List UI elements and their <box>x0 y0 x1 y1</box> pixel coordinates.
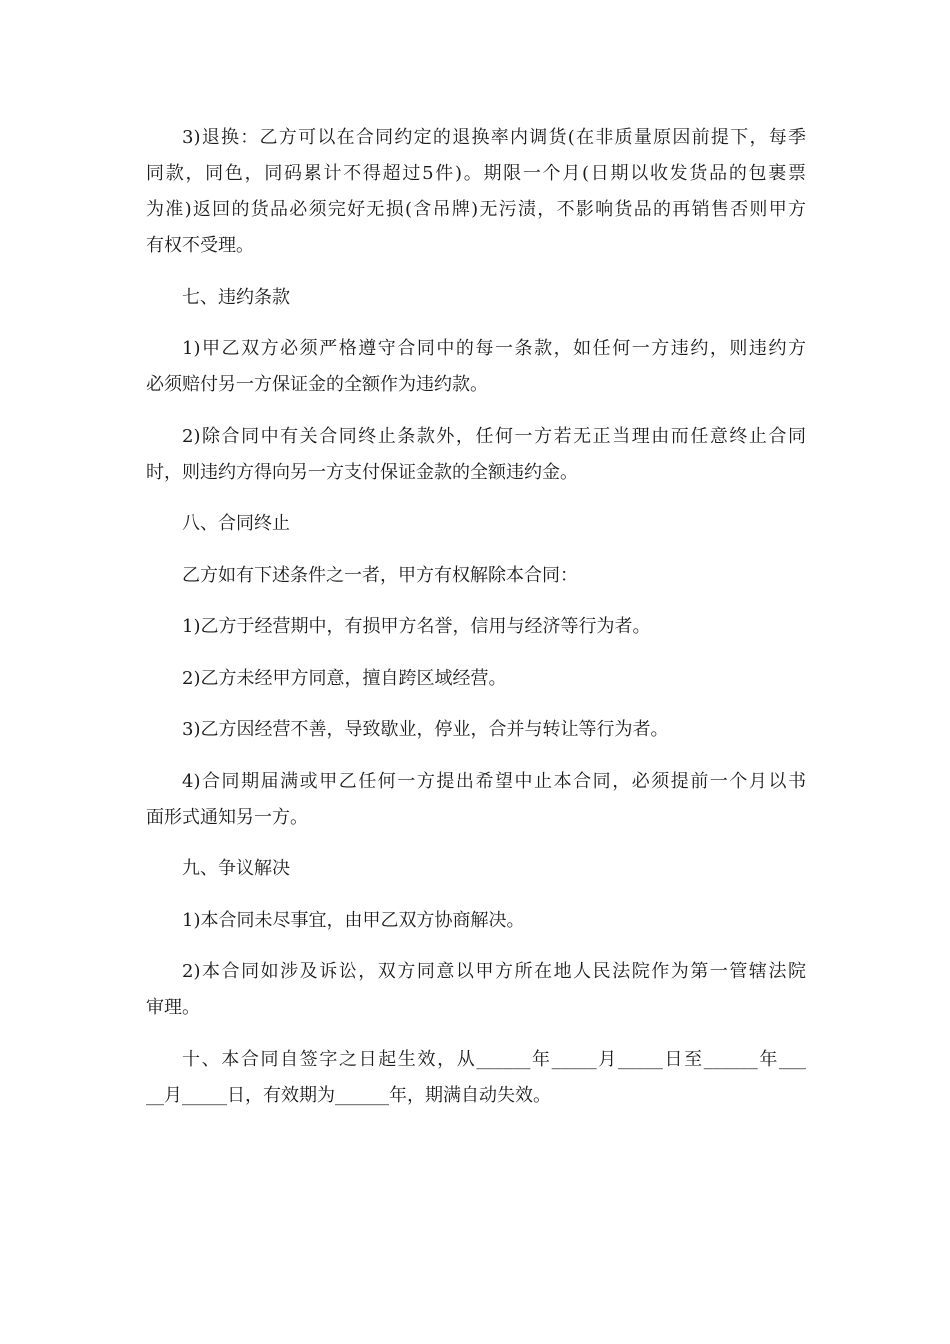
paragraph-line: 2)除合同中有关合同终止条款外，任何一方若无正当理由而任意终止合同 <box>182 425 806 447</box>
paragraph-gap <box>146 836 806 852</box>
paragraph-gap <box>146 542 806 558</box>
paragraph-gap <box>146 264 806 280</box>
paragraph-termination-1 <box>146 609 806 645</box>
paragraph-line: 七、违约条款 <box>182 286 290 308</box>
paragraph-return-exchange <box>146 120 806 264</box>
paragraph-breach-2 <box>146 419 806 491</box>
paragraph-line: 必须赔付另一方保证金的全额作为违约款。 <box>146 374 488 395</box>
paragraph-heading-8 <box>146 506 806 542</box>
paragraph-gap <box>146 316 806 332</box>
paragraph-effective <box>146 1042 806 1114</box>
paragraph-line: 3)退换：乙方可以在合同约定的退换率内调货(在非质量原因前提下，每季 <box>182 127 806 148</box>
paragraph-gap <box>146 594 806 610</box>
paragraph-line: 2)本合同如涉及诉讼，双方同意以甲方所在地人民法院作为第一管辖法院 <box>182 961 806 982</box>
paragraph-gap <box>146 748 806 764</box>
paragraph-line: 有权不受理。 <box>146 235 254 256</box>
paragraph-line: 乙方如有下述条件之一者，甲方有权解除本合同： <box>182 564 578 586</box>
paragraph-line: 4)合同期届满或甲乙任何一方提出希望中止本合同，必须提前一个月以书 <box>182 770 806 792</box>
paragraph-gap <box>146 491 806 507</box>
paragraph-line: 审理。 <box>146 997 200 1018</box>
paragraph-line: 八、合同终止 <box>182 513 290 534</box>
paragraph-line: __月_____日，有效期为______年，期满自动失效。 <box>146 1084 551 1106</box>
paragraph-line: 1)本合同未尽事宜，由甲乙双方协商解决。 <box>182 909 525 931</box>
paragraph-line: 时，则违约方得向另一方支付保证金款的全额违约金。 <box>146 461 578 483</box>
paragraph-line: 九、争议解决 <box>182 858 290 879</box>
paragraph-termination-4 <box>146 764 806 836</box>
paragraph-dispute-2 <box>146 954 806 1026</box>
paragraph-line: 面形式通知另一方。 <box>146 806 308 828</box>
paragraph-gap <box>146 645 806 661</box>
paragraph-gap <box>146 1026 806 1042</box>
document-body <box>146 120 806 1114</box>
paragraph-termination-3 <box>146 712 806 748</box>
paragraph-gap <box>146 403 806 419</box>
paragraph-line: 十、本合同自签字之日起生效，从______年_____月_____日至______年___ <box>182 1048 806 1070</box>
paragraph-gap <box>146 697 806 713</box>
paragraph-gap <box>146 887 806 903</box>
paragraph-termination-2 <box>146 661 806 697</box>
paragraph-line: 3)乙方因经营不善，导致歇业，停业，合并与转让等行为者。 <box>182 719 669 740</box>
paragraph-heading-7 <box>146 280 806 316</box>
paragraph-gap <box>146 939 806 955</box>
paragraph-line: 1)乙方于经营期中，有损甲方名誉，信用与经济等行为者。 <box>182 616 651 637</box>
paragraph-termination-intro <box>146 558 806 594</box>
paragraph-line: 为准)返回的货品必须完好无损(含吊牌)无污渍，不影响货品的再销售否则甲方 <box>146 199 806 220</box>
paragraph-line: 同款，同色，同码累计不得超过5件)。期限一个月(日期以收发货品的包裹票 <box>146 163 806 184</box>
paragraph-line: 1)甲乙双方必须严格遵守合同中的每一条款，如任何一方违约，则违约方 <box>182 338 806 359</box>
paragraph-dispute-1 <box>146 903 806 939</box>
paragraph-breach-1 <box>146 331 806 403</box>
paragraph-heading-9 <box>146 851 806 887</box>
paragraph-line: 2)乙方未经甲方同意，擅自跨区域经营。 <box>182 667 507 689</box>
